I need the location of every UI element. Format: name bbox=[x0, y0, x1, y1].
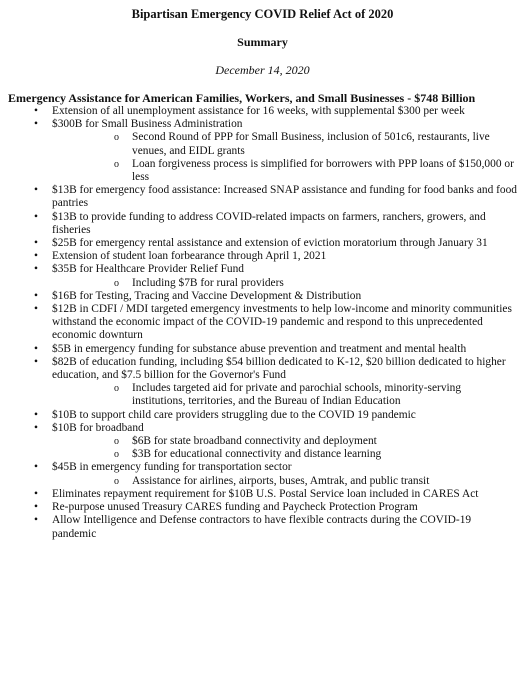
list-item bbox=[8, 250, 517, 263]
sub-bullet-icon: o bbox=[114, 132, 119, 144]
sub-list-item bbox=[52, 131, 517, 157]
list-item-text: Re-purpose unused Treasury CARES funding and Paycheck Protection Program bbox=[52, 501, 418, 514]
sub-list-item-text: Loan forgiveness process is simplified for borrowers with PPP loans of $150,000 or less bbox=[132, 157, 514, 184]
list-item bbox=[8, 263, 517, 289]
list-item-text: $82B of education funding, including $54 billion dedicated to K-12, $20 billion dedicated to higher education, and $7.5 billion for the Governor's Fund bbox=[52, 355, 506, 382]
bullet-icon: • bbox=[34, 487, 38, 500]
sub-list-item bbox=[52, 158, 517, 184]
sub-bullet-icon: o bbox=[114, 475, 119, 487]
list-item-text: Extension of student loan forbearance through April 1, 2021 bbox=[52, 250, 327, 263]
sub-list-item bbox=[52, 448, 517, 461]
list-item bbox=[8, 422, 517, 462]
sub-bullet-icon: o bbox=[114, 449, 119, 461]
section-heading: Emergency Assistance for American Families, Workers, and Small Businesses - $748 Billion bbox=[8, 91, 476, 105]
sub-list-item-text: Second Round of PPP for Small Business, inclusion of 501c6, restaurants, live venues, and EIDL grants bbox=[132, 131, 490, 157]
bullet-icon: • bbox=[34, 184, 38, 197]
sub-list-item bbox=[52, 475, 517, 488]
list-item-text: $12B in CDFI / MDI targeted emergency investments to help low-income and minority communities withstand the economic impact of the COVID-19 pandemic and respond to this unprecedented economic downturn bbox=[52, 303, 512, 342]
bullet-icon: • bbox=[34, 289, 38, 302]
list-item bbox=[8, 501, 517, 514]
sub-bullet-icon: o bbox=[114, 158, 119, 170]
bullet-icon: • bbox=[34, 501, 38, 514]
sub-list bbox=[52, 382, 517, 408]
list-item bbox=[8, 290, 517, 303]
document-title: Bipartisan Emergency COVID Relief Act of 2020 bbox=[131, 7, 394, 21]
sub-list bbox=[52, 435, 517, 461]
list-item bbox=[8, 461, 517, 487]
list-item bbox=[8, 343, 517, 356]
bullet-icon: • bbox=[34, 105, 38, 117]
list-item-text: $35B for Healthcare Provider Relief Fund bbox=[52, 263, 245, 276]
bullet-icon: • bbox=[34, 461, 38, 474]
summary-heading: Summary bbox=[237, 35, 288, 49]
document-date: December 14, 2020 bbox=[215, 63, 310, 77]
bullet-icon: • bbox=[34, 118, 38, 131]
sub-bullet-icon: o bbox=[114, 277, 119, 289]
list-item bbox=[8, 303, 517, 343]
list-item-text: $13B to provide funding to address COVID-related impacts on farmers, ranchers, growers, and fisheries bbox=[52, 210, 486, 236]
assistance-list bbox=[8, 105, 517, 541]
bullet-icon: • bbox=[34, 250, 38, 263]
bullet-icon: • bbox=[34, 355, 38, 368]
sub-list-item bbox=[52, 382, 517, 408]
bullet-icon: • bbox=[34, 263, 38, 276]
list-item-text: $25B for emergency rental assistance and extension of eviction moratorium through January 31 bbox=[52, 237, 488, 250]
list-item-text: $300B for Small Business Administration bbox=[52, 118, 243, 131]
list-item-text: $16B for Testing, Tracing and Vaccine Development & Distribution bbox=[52, 289, 362, 302]
list-item-text: $5B in emergency funding for substance abuse prevention and treatment and mental health bbox=[52, 342, 467, 355]
bullet-icon: • bbox=[34, 408, 38, 421]
list-item bbox=[8, 237, 517, 250]
bullet-icon: • bbox=[34, 237, 38, 250]
sub-bullet-icon: o bbox=[114, 436, 119, 448]
sub-list-item bbox=[52, 435, 517, 448]
list-item bbox=[8, 514, 517, 540]
bullet-icon: • bbox=[34, 303, 38, 316]
list-item-text: Allow Intelligence and Defense contractors to have flexible contracts during the COVID-19 pandemic bbox=[52, 514, 472, 540]
bullet-icon: • bbox=[34, 514, 38, 527]
sub-list-item bbox=[52, 277, 517, 290]
sub-list bbox=[52, 131, 517, 184]
list-item bbox=[8, 118, 517, 184]
list-item bbox=[8, 409, 517, 422]
list-item bbox=[8, 184, 517, 210]
list-item-text: Eliminates repayment requirement for $10B U.S. Postal Service loan included in CARES Act bbox=[52, 487, 479, 500]
list-item bbox=[8, 211, 517, 237]
sub-list-item-text: Includes targeted aid for private and parochial schools, minority-serving institutions, territories, and the Bureau of Indian Education bbox=[132, 382, 462, 408]
sub-list-item-text: $6B for state broadband connectivity and deployment bbox=[132, 435, 377, 448]
list-item bbox=[8, 105, 517, 118]
sub-list-item-text: $3B for educational connectivity and distance learning bbox=[132, 448, 382, 461]
bullet-icon: • bbox=[34, 421, 38, 434]
list-item-text: $10B for broadband bbox=[52, 421, 144, 434]
list-item bbox=[8, 488, 517, 501]
list-item-text: $13B for emergency food assistance: Increased SNAP assistance and funding for food banks and food pantries bbox=[52, 184, 517, 210]
sub-list bbox=[52, 277, 517, 290]
list-item bbox=[8, 356, 517, 409]
list-item-text: $10B to support child care providers struggling due to the COVID 19 pandemic bbox=[52, 408, 416, 421]
sub-list-item-text: Assistance for airlines, airports, buses, Amtrak, and public transit bbox=[132, 474, 430, 487]
bullet-icon: • bbox=[34, 342, 38, 355]
sub-list-item-text: Including $7B for rural providers bbox=[132, 276, 284, 289]
sub-bullet-icon: o bbox=[114, 383, 119, 395]
sub-list bbox=[52, 475, 517, 488]
list-item-text: $45B in emergency funding for transportation sector bbox=[52, 461, 292, 474]
bullet-icon: • bbox=[34, 210, 38, 223]
list-item-text: Extension of all unemployment assistance for 16 weeks, with supplemental $300 per week bbox=[52, 105, 465, 117]
